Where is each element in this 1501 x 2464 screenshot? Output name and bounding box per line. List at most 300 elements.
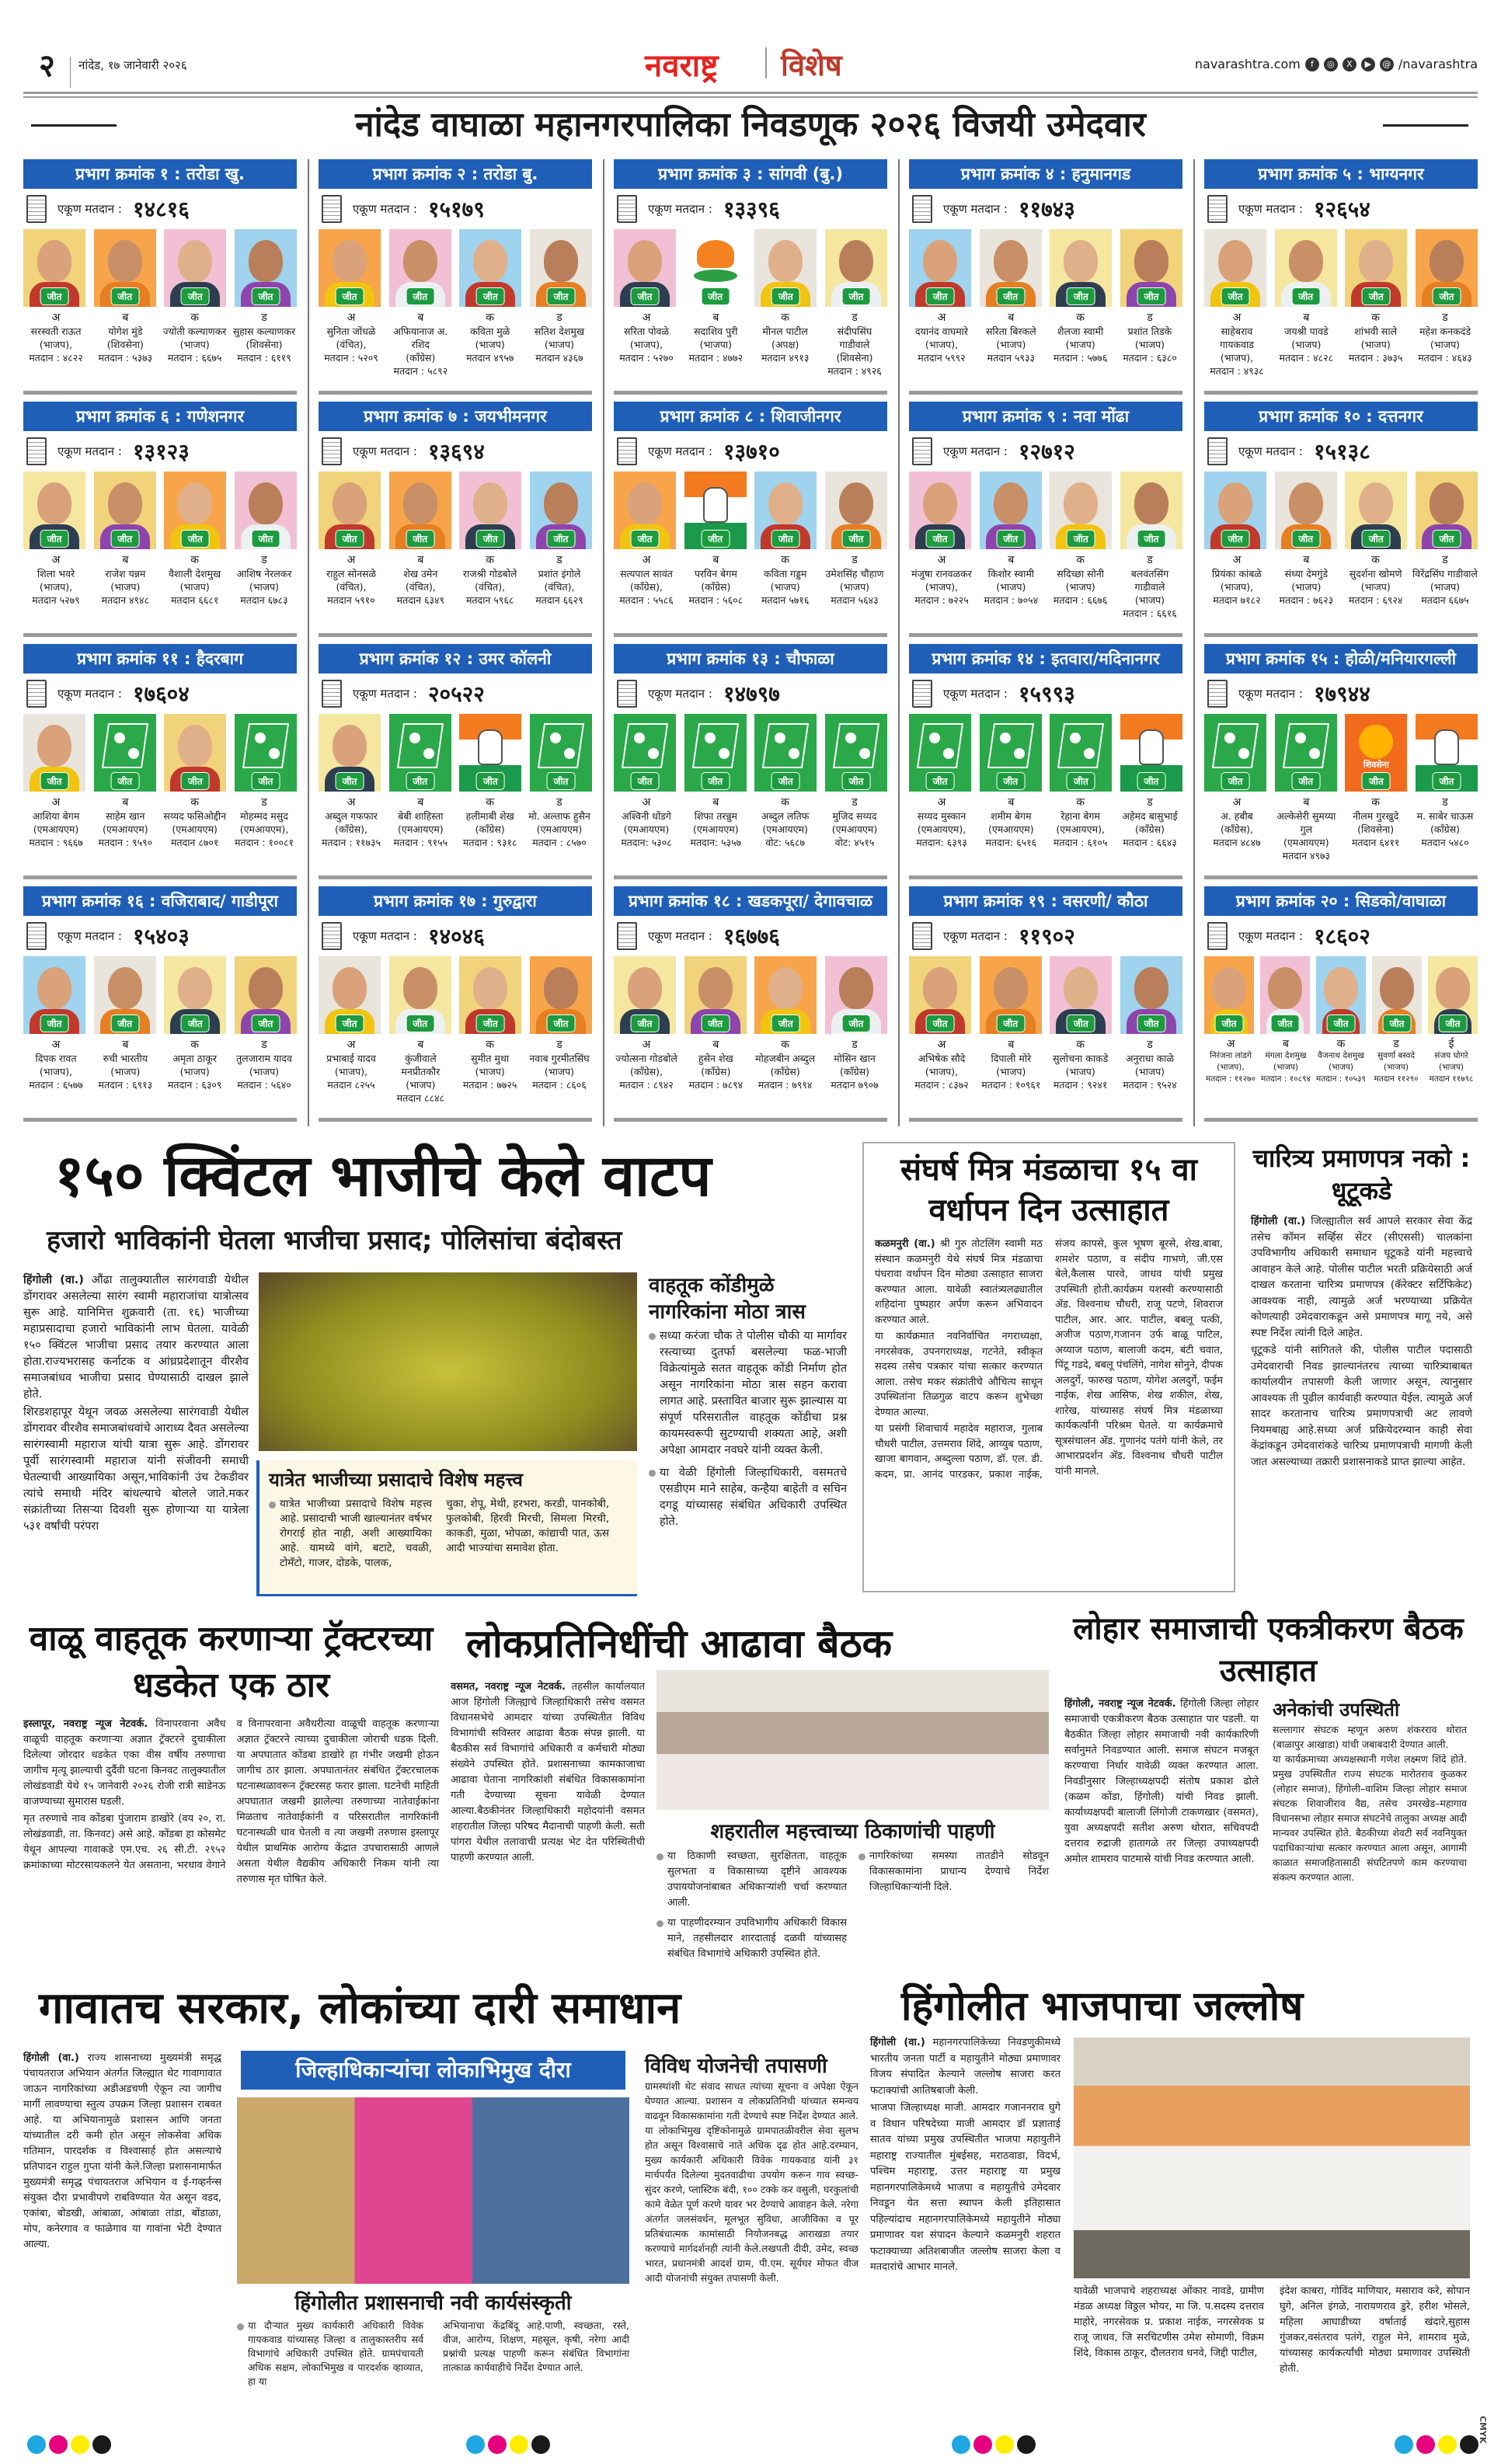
seat-letter: अ [347,796,356,809]
ward-card [319,402,592,639]
candidate-votes: मतदान ८८४८ [396,1092,445,1104]
candidate-votes: मतदान : ५५८६ [619,594,674,606]
win-badge: जीत [631,1014,660,1032]
candidate-photo [909,956,971,1034]
mim-kite-symbol-icon [1275,714,1337,792]
candidate-photos [319,472,592,549]
win-badge: जीत [1362,530,1391,548]
candidate-name: संदीपसिंघ गाडीवाले [837,325,872,350]
candidate-list [1204,1039,1478,1085]
seat-letter: अ [347,1039,356,1051]
seat-letter: क [190,554,200,566]
win-badge: जीत [926,287,955,305]
candidate-votes: मतदान ६३४९ [396,594,445,606]
total-votes-value: ११९०२ [1018,924,1075,949]
side-title: विविध योजनेची तपासणी [645,2055,827,2078]
candidate-party: (भाजप), [39,339,73,350]
candidate-party: (भाजप) [1065,1066,1095,1077]
article-bhaji [23,1134,847,1600]
candidate-list [909,796,1182,849]
candidate-photos [614,229,887,307]
registration-marks [27,2435,111,2454]
paragraph: या ठिकाणी स्वच्छता, सुरक्षितता, वाहतूक सुलभता व विकासाच्या दृष्टीने आवश्यक उपाययोजनांबाबत अधिकाऱ्यांशी चर्चा करण्यात आली. [656,1849,847,1911]
candidate-party: (भाजप) [1134,594,1165,606]
candidate-votes: मतदान : ५६०८ [688,594,744,606]
candidate-votes: मतदान : ८६०६ [532,1079,587,1091]
candidate-party: (अपक्ष) [771,339,799,350]
newspaper-logo: नवराष्ट्र [645,48,719,84]
candidate-party: (शिवसेना) [246,339,283,350]
candidate-votes: मतदान ८२५५ [327,1079,375,1091]
total-votes-row [319,673,592,714]
article-lohar [1064,1608,1472,1885]
win-badge: जीत [252,772,280,790]
candidate [822,554,887,607]
win-badge: जीत [1067,772,1095,790]
candidate-votes: मतदान ४९७३ [1282,850,1331,861]
candidate-votes: मतदान : ७८९४ [688,1079,744,1091]
candidate [1204,1039,1257,1085]
candidate-votes: मतदान ६७८३ [240,594,288,606]
candidate-photo [164,956,226,1034]
candidate-party: (एमआयएम) [623,823,670,835]
win-badge: जीत [1362,772,1391,790]
seat-letter: ब [417,311,424,324]
instagram-icon[interactable]: ◎ [1324,57,1338,71]
candidate-party: (एमआयएम) [33,823,79,835]
candidate [162,796,228,849]
candidate-votes: मतदान : ८९४२ [619,1079,674,1091]
win-badge: जीत [1067,287,1095,305]
ward-card [1204,159,1478,396]
candidate-party: (भाजप) [1134,339,1165,350]
candidate-photo [980,956,1042,1034]
seat-letter: अ [347,311,356,324]
candidate-photo [319,229,381,307]
candidate-list [23,311,297,364]
candidate-photos [614,472,887,549]
facebook-icon[interactable]: f [1305,57,1319,71]
candidate-votes: मतदान ५९१० [327,594,375,606]
candidate [1204,311,1269,378]
win-badge: जीत [110,530,139,548]
candidate-photo [1345,229,1407,307]
seat-letter: ड [1442,554,1448,566]
win-badge: जीत [631,530,660,548]
candidate-photo [614,956,676,1034]
headline: १५० क्विंटल भाजीचे केले वाटप [54,1143,712,1209]
ward-title: प्रभाग क्रमांक ११ : हैदरबाग [23,644,297,673]
win-badge: जीत [1221,530,1250,548]
total-votes-value: १६७७६ [723,924,780,949]
candidate-name: शिफा तरन्नुम [694,810,738,822]
candidate [23,311,89,364]
x-icon[interactable]: X [1343,57,1356,71]
ballot-icon [912,195,932,223]
paragraph: या पाहणीदरम्यान उपविभागीय अधिकारी विकास माने, तहसीलदार शारदाताई दळवी यांच्यासह संबंधित विभागांचे अधिकारी उपस्थित होते. [656,1916,847,1962]
total-votes-label: एकूण मतदान : [57,444,122,458]
candidate [753,311,818,378]
paragraph: नागरिकांच्या समस्या तातडीने सोडवून विकासकामांना प्राधान्य देण्याचे निर्देश जिल्हाधिकाऱ्यांनी दिले. [858,1849,1049,1895]
candidate-party: (कॉंग्रेस) [701,581,731,593]
candidate-name: मीनल पाटील [762,325,808,337]
candidate [614,311,679,378]
candidate-photos [909,229,1182,307]
seat-letter: ब [417,554,424,566]
win-badge: जीत [771,530,800,548]
win-badge: जीत [1291,772,1320,790]
seat-letter: ब [1008,796,1015,809]
win-badge: जीत [842,772,871,790]
dateline: हिंगोली (वा.) [23,1274,84,1286]
candidate-votes: मतदान : १०८९४ [1261,1074,1311,1084]
total-votes-row [614,431,887,472]
win-badge: जीत [181,287,210,305]
seat-letter: ड [1442,796,1448,809]
card-divider [909,633,1182,637]
candidate-name: सुहास कल्याणकर [232,325,296,337]
candidate-party: (भाजप) [1291,581,1322,593]
candidate-party: (एमआयएम) [172,823,218,835]
candidate [1117,1039,1182,1091]
total-votes-value: १७६०४ [132,681,190,707]
candidate-votes: मतदान : ९३१८ [462,837,517,848]
candidate-name: रेहाना बेगम [1060,810,1101,822]
candidate [1117,311,1182,364]
mim-kite-symbol-icon [389,714,451,792]
candidate-votes: मतदान ५७१६ [761,594,810,606]
dateline: कळमनुरी (वा.) [875,1238,935,1250]
seat-letter: ब [122,311,129,324]
ballot-icon [912,680,932,708]
candidate-party: (कॉंग्रेस), [629,1066,663,1077]
mim-kite-symbol-icon [825,714,887,792]
candidate-votes: मतदान : ९५९० [98,837,153,848]
candidate [458,796,523,849]
total-votes-label: एकूण मतदान : [353,687,417,701]
win-badge: जीत [110,1014,139,1032]
candidate [319,554,384,607]
candidate-party: (कॉंग्रेस) [1430,823,1461,835]
headline: लोकप्रतिनिधींची आढावा बैठक [466,1621,893,1666]
social-handle[interactable]: /navarashtra [1398,57,1478,71]
candidate-name: वैजनाथ देशमुख [1318,1051,1364,1060]
congress-hand-symbol-icon [684,472,747,549]
candidate-photo [1260,956,1310,1034]
candidate-party: (भाजप), [334,1066,368,1077]
candidate-photo [23,229,85,307]
candidate [527,796,592,849]
article-body [1064,1697,1259,1885]
win-badge: जीत [1067,1014,1095,1032]
article-charitra [1251,1142,1472,1471]
seat-letter: क [190,311,200,324]
candidate-votes: मतदान : ४८२२ [29,352,83,364]
win-badge: जीत [547,530,576,548]
sub-title: हिंगोलीत प्रशासनाची नवी कार्यसंस्कृती [294,2292,572,2315]
candidate [1273,311,1339,378]
candidate-party: (एमआयएम), [1056,823,1105,835]
total-votes-label: एकूण मतदान : [648,202,712,216]
card-divider [23,1118,297,1122]
card-divider [909,875,1182,879]
seat-letter: अ [1226,1038,1235,1050]
candidate-photos [1204,956,1478,1034]
section-name: विशेष [781,48,842,82]
win-badge: जीत [1137,772,1166,790]
candidate-name: सरिता पोवळे [624,325,669,337]
seat-letter: अ [642,796,651,809]
candidate-party: (भाजप) [544,339,575,350]
total-votes-value: १४०४६ [427,924,485,949]
candidate-photo [319,714,381,792]
candidate [753,1039,818,1091]
paragraph: या कार्यक्रमाच्या अध्यक्षस्थानी गणेश लक्ष्मण शिंदे होते. प्रमुख उपस्थितीत राज्य संघटक मारोतराव कुळकर (लोहार समाज), हिंगोली–वाशिम जिल्हा लोहार समाज संघटक शिवाजीराव वैद्य, तसेच उमरखेड–महागाव विधानसभा लोहार समाज संघटनेचे तालुका अध्यक्ष आदी मान्यवर उपस्थित होते. बैठकीच्या शेवटी सर्व नवनियुक्त पदाधिकाऱ्यांचा सत्कार करण्यात आला असून, आगामी काळात समाजहितासाठी संघटितपणे काम करण्याचा संकल्प करण्यात आला. [1273,1753,1467,1883]
website-url[interactable]: navarashtra.com [1194,57,1301,71]
candidate-votes: मतदान : ६६७५ [167,352,222,364]
candidate-votes: मतदान ५९९२ [918,352,966,364]
candidate-party: (एमआयएम), [917,823,966,835]
win-badge: जीत [40,1014,69,1032]
win-badge: जीत [1327,1014,1356,1032]
seat-letter: क [1076,554,1085,566]
candidate-name: अफियानाज अ. रशिद [393,325,448,350]
seat-letter: क [1336,1038,1346,1050]
total-votes-label: एकूण मतदान : [943,929,1008,943]
ballot-icon [1207,195,1228,223]
candidate-name: कविता गड्डम [763,568,807,579]
card-divider [909,1118,1182,1122]
candidate-photo [319,956,381,1034]
dateline: हिंगोली (वा.) [23,2052,79,2064]
card-divider [909,391,1182,395]
candidate-party: (कॉंग्रेस) [406,352,436,364]
card-divider [23,875,297,879]
candidate-name: वैशाली देशमुख [169,568,221,579]
candidate-votes: मतदान : ६६१६ [1123,607,1177,619]
website-block [1195,57,1478,71]
banner: जिल्हाधिकाऱ्यांचा लोकाभिमुख दौरा [241,2051,625,2090]
candidate-votes: मतदान ४९१३ [761,352,810,364]
total-votes-value: १५१७९ [427,197,485,222]
candidate-party: (वंचित), [336,581,367,593]
ward-title: प्रभाग क्रमांक १४ : इतवारा/मदिनानगर [909,644,1182,673]
candidate-name: हलीमाबी शेख [465,810,514,822]
candidate-votes: मतदान ५४८० [1421,837,1469,848]
seat-letter: अ [51,796,61,809]
candidate-name: साहेबराव गायकवाड [1219,325,1254,350]
candidate-votes: मतदान ५९३३ [987,352,1036,364]
win-badge: जीत [1433,772,1461,790]
candidate-party: (कॉंग्रेस), [334,823,368,835]
candidate-name: ज्योती कल्याणकर [162,325,227,337]
candidate-name: दिपाली मोरे [991,1053,1032,1064]
candidate-name: अश्विनी धोंडगे [622,810,671,822]
total-votes-label: एकूण मतदान : [57,202,122,216]
paragraph: यावेळी भाजपाचे शहराध्यक्ष ओंकार नावडे, ग्रामीण मंडळ अध्यक्ष विठ्ठल भोयर, मा जि. प.सदस्य दत्तराव माहोरे, नगरसेवक प्र. प्रकाश नाईक, नगरसेवक प्र राजू जाधव, जि सरचिटणीस उमेश सोमाणी, विक्रम शिंदे, विकास ठाकूर, दौलतराव धनवे, जिद्दी पाटील, [1074,2285,1264,2359]
total-votes-row [614,673,887,714]
ward-card [614,402,887,639]
candidate-name: अभिषेक सौदे [918,1053,966,1064]
ward-title: प्रभाग क्रमांक १७ : गुरुद्वारा [319,886,592,916]
candidate-votes: मतदान ५२७९ [32,594,80,606]
article-bjp [870,1977,1472,2375]
candidate-votes: मतदान ७१८२ [1213,594,1261,606]
candidate-votes: मतदान : ३७३५ [1348,352,1403,364]
card-divider [23,391,297,395]
win-badge: जीत [771,287,800,305]
total-votes-label: एकूण मतदान : [1238,929,1303,943]
candidate-votes: वोट: ५६८७ [765,837,805,848]
candidate-photo [1416,229,1478,307]
candidate [822,311,887,378]
headline: वाळू वाहतूक करणाऱ्या ट्रॅक्टरच्या धडकेत एक ठार [29,1619,434,1705]
candidate [683,554,748,607]
candidate [1343,796,1409,862]
mim-kite-symbol-icon [614,714,676,792]
candidate-votes: मतदान ४८४७ [1213,837,1261,848]
candidate-party: (भाजप), [1220,352,1254,364]
paragraph: धूटूकडे यांनी सांगितले की, पोलीस पाटील पदासाठी उमेदवाराची निवड झाल्यानंतरच त्याच्या चारित्र्याबाबत कार्यालयीन तपासणी केली जाणार असून, त्यानुसार आवश्यक ती पुढील कार्यवाही करण्यात येईल. त्यामुळे अर्ज सादर करतानाच चारित्र्य प्रमाणपत्राची अट लावणे नियमबाह्य आहे.सध्या अर्ज प्रक्रियेदरम्यान काही सेवा केंद्रांकडून उमेदवारांकडे चारित्र्य प्रमाणपत्राची मागणी केली जात असल्याच्या तक्रारी प्रशासनाकडे प्राप्त झाल्या आहेत. [1251,1344,1472,1468]
article-body [875,1237,1223,1482]
card-divider [614,391,887,395]
candidate-photos [909,956,1182,1034]
candidate-votes: मतदान : ६९१३ [98,1079,153,1091]
candidate-votes: मतदान : १०९६१ [981,1079,1041,1091]
page-number: २ [39,48,55,84]
win-badge: जीत [1383,1014,1412,1032]
candidate-photo [164,472,226,549]
win-badge: जीत [1291,530,1320,548]
win-badge: जीत [1433,530,1461,548]
win-badge: जीत [701,287,730,305]
win-badge: जीत [547,1014,576,1032]
seat-letter: अ [937,311,946,324]
candidate-photo [389,956,451,1034]
youtube-icon[interactable]: ▶ [1361,57,1375,71]
candidate-list [614,311,887,378]
dateline: हिंगोली (वा.) [870,2037,925,2048]
ward-card [1204,402,1478,639]
candidate [1117,796,1182,849]
candidate-photo [1050,472,1112,549]
win-badge: जीत [547,287,576,305]
article-body [23,2051,221,2254]
shivsena-bow-symbol-icon: शिवसेना जीत [1345,714,1407,792]
seat-letter: ब [712,554,719,566]
seat-letter: ब [1283,1038,1289,1050]
candidate [319,796,384,849]
win-badge: जीत [336,287,364,305]
threads-icon[interactable]: @ [1380,57,1394,71]
total-votes-label: एकूण मतदान : [57,929,122,943]
total-votes-value: १५१३८ [1313,439,1370,465]
candidate-votes: मतदान : ९५२४ [1123,1079,1177,1091]
candidate-party: (भाजप) [770,581,800,593]
seat-letter: क [486,311,495,324]
candidate [1425,1039,1478,1085]
total-votes-value: १३१२३ [132,439,190,465]
candidate-name: विरेंद्रसिंघ गाडीवाले [1412,568,1478,579]
ward-title: प्रभाग क्रमांक ७ : जयभीमनगर [319,402,592,431]
total-votes-row [909,189,1182,229]
candidate-list [614,1039,887,1091]
candidate-votes: मतदान : ८५७० [532,837,587,848]
candidate-votes: मतदान ६६२९ [535,594,583,606]
win-badge: जीत [406,287,434,305]
seat-letter: ड [851,1039,858,1051]
total-votes-row [23,673,297,714]
candidate-name: मोहजबीन अब्दुल [755,1053,816,1064]
candidate-votes: मतदान : ६९२४ [1348,594,1403,606]
ballot-icon [617,922,637,950]
candidate-name: संजय घोगरे [1434,1051,1468,1060]
header-rule [23,96,1478,98]
candidate-name: आशिष नेरलकर [236,568,292,579]
paragraph: तहसील कार्यालयात आज हिंगोली जिल्ह्याचे जिल्हाधिकारी तसेच वसमत विधानसभेचे आमदार यांच्या उपस्थितीत विविध विभागांची सविस्तर आढावा बैठक संपन्न झाली. या बैठकीस सर्व विभागांचे अधिकारी व कर्मचारी मोठ्या संख्येने उपस्थित होते. प्रशासनाच्या कामकाजाचा आढावा घेताना नागरिकांशी संबंधित विकासकामांना गती देण्याच्या सूचना यावेळी देण्यात आल्या.बैठकीनंतर जिल्हाधिकारी महोदयांनी वसमत शहरातील जिल्हा परिषद मैदानाची पाहणी केली. सती पांगरा येथील तलावाची प्रत्यक्ष भेट देत परिस्थितीची पाहणी करण्यात आली. [451,1681,645,1864]
mim-kite-symbol-icon [754,714,817,792]
candidate-photo [94,229,156,307]
total-votes-value: १८६०२ [1313,924,1370,949]
paragraph: सल्लागार संघटक म्हणून अरुण शंकरराव थोरात (बाळापुर आखाडा) यांची जबाबदारी देण्यात आली. [1273,1724,1467,1750]
ward-card [909,159,1182,396]
card-divider [319,391,592,395]
win-badge: जीत [476,772,505,790]
candidate-list [319,311,592,378]
candidate [753,796,818,849]
candidate-name: राहुल सोनसळे [326,568,376,579]
candidate-party: (कॉंग्रेस) [770,1066,800,1077]
candidate-party: (एमआयएम) [103,823,148,835]
candidate-photo [1275,229,1337,307]
candidate [978,311,1043,364]
sub-title: शहरातील महत्त्वाच्या ठिकाणांची पाहणी [710,1820,995,1843]
candidate [1117,554,1182,620]
candidate-photo [164,229,226,307]
win-badge: जीत [926,1014,955,1032]
candidate [1048,1039,1113,1091]
seat-letter: अ [1232,796,1242,809]
candidate-photo [319,472,381,549]
candidate-votes: मतदान : ९६६७ [29,837,83,848]
candidate [527,311,592,378]
seat-letter: क [486,796,495,809]
win-badge: जीत [476,530,505,548]
candidate [1273,554,1339,607]
ballot-icon [617,195,637,223]
total-votes-row [23,189,297,229]
seat-letter: क [781,1039,790,1051]
win-badge: जीत [406,772,434,790]
candidate-name: निरंजना लांडगे [1210,1051,1252,1060]
candidate-votes: मतदान : ४७७२ [688,352,744,364]
candidate-list [23,554,297,607]
candidate [92,1039,158,1091]
candidate-votes: मतदान ६४११ [1351,837,1400,848]
bjp-lotus-symbol-icon [684,229,747,307]
ward-card [909,402,1182,639]
candidate [1412,796,1478,862]
candidate-party: (भाजप), [925,339,959,350]
candidate-party: (भाजप) [544,1066,575,1077]
candidate-photos [23,714,297,792]
paragraph: शिरडशहापूर येथून जवळ असलेल्या सारंगवाडी येथील डोंगरावर वीरशैव समाजबांधवांचे आराध्य दैवत असलेल्या सारंगस्वामी महाराज यांची यात्रा सुरू आहे. डोंगरावर पूर्वी सारंगस्वामी महाराज यांनी संजीवनी समाधी घेतल्याची आख्यायिका असून,भाविकांनी उंच टेकडीवर त्यांचे समाधी मंदिर बांधल्याचे बोलले जाते.मकर संक्रांतीच्या तिसऱ्या दिवशी सुरू होणाऱ्या या यात्रेला ५३१ वर्षांची परंपरा [23,1406,249,1533]
congress-hand-symbol-icon [1120,714,1182,792]
candidate-photos [614,714,887,792]
ballot-icon [1207,680,1228,708]
candidate [527,1039,592,1105]
candidate-name: मोसिन खान [834,1053,876,1064]
